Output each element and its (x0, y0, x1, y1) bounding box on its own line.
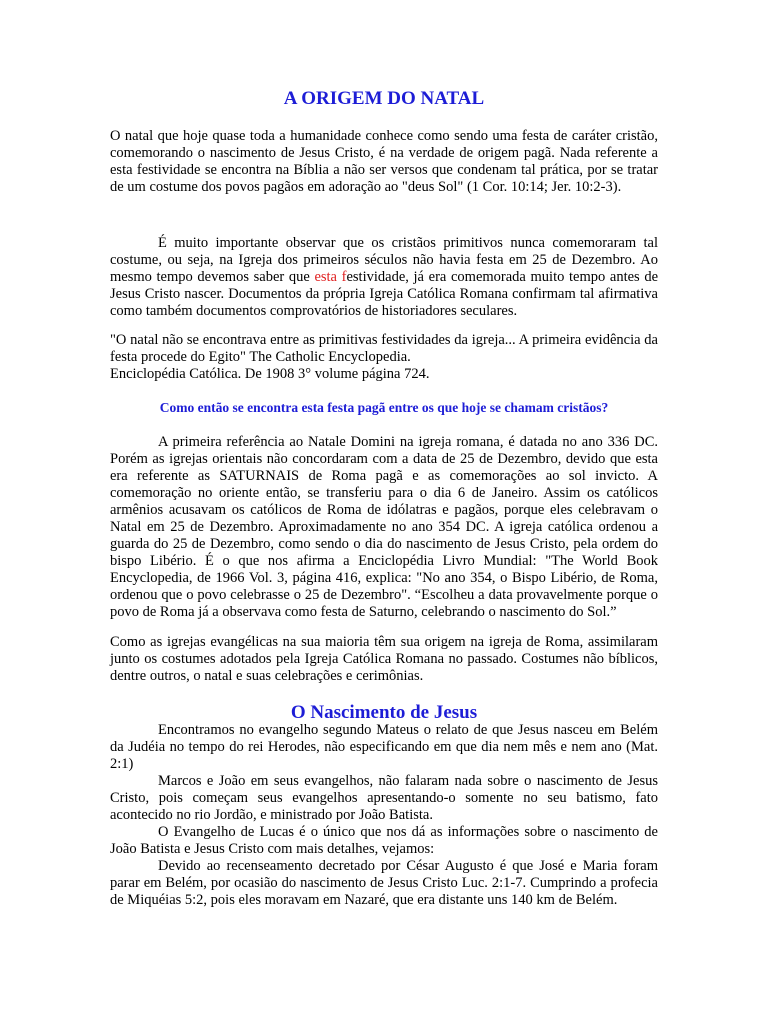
quote-catholic-encyclopedia (110, 332, 658, 383)
paragraph-evangelical-churches: Como as igrejas evangélicas na sua maioria têm sua origem na igreja de Roma, assimilaram junto os costumes adotados pela Igreja Católica Romana no passado. Costumes não bíblicos, dentre outros, o natal e suas celebrações e cerimônias. (110, 634, 658, 684)
paragraph-early-christians-text-2: estividade, já era comemorada muito tempo antes de Jesus Cristo nascer. Documentos da própria Igreja Católica Romana confirmam tal afirmativa como também documentos comprovatórios de historiadores seculares. (110, 269, 659, 319)
paragraph-luke: O Evangelho de Lucas é o único que nos dá as informações sobre o nascimento de João Batista e Jesus Cristo com mais detalhes, vejamos: (110, 824, 658, 857)
paragraph-history: A primeira referência ao Natale Domini na igreja romana, é datada no ano 336 DC. Porém as igrejas orientais não concordaram com a data de 25 de Dezembro, devido que esta era referente as SATURNAIS de Roma pagã e as comemorações ao sol invicto. A comemoração no oriente então, se transferiu para o dia 6 de Janeiro. Assim os católicos armênios acusavam os católicos de Roma de idólatras e pagãos, porque eles celebravam o Natal em 25 de Dezembro. Aproximadamente no ano 354 DC. A igreja católica ordenou a guarda do 25 de Dezembro, como sendo o dia do nascimento de Jesus Cristo, pela ordem do bispo Libério. É o que nos afirma a Enciclopédia Livro Mundial: "The World Book Encyclopedia, de 1966 Vol. 3, página 416, explica: "No ano 354, o Bispo Libério, de Roma, ordenou que o povo celebrasse o 25 de Dezembro". “Escolheu a data provavelmente porque o povo de Roma já a observava como festa de Saturno, celebrando o nascimento do Sol.” (110, 434, 658, 620)
paragraph-intro: O natal que hoje quase toda a humanidade conhece como sendo uma festa de caráter cristão, comemorando o nascimento de Jesus Cristo, é na verdade de origem pagã. Nada referente a esta festividade se encontra na Bíblia a não ser versos que condenam tal prática, por se tratar de um costume dos povos pagãos em adoração ao "deus Sol" (1 Cor. 10:14; Jer. 10:2-3). (110, 128, 658, 195)
paragraph-early-christians-text-1: É muito importante observar que os cristãos primitivos nunca comemoraram tal costume, ou seja, na Igreja dos primeiros séculos não havia festa em 25 de Dezembro. Ao mesmo tempo devemos saber que (110, 235, 658, 285)
quote-text: "O natal não se encontrava entre as primitivas festividades da igreja... A primeira evidência da festa procede do Egito" The Catholic Encyclopedia. (110, 332, 658, 365)
section-question: Como então se encontra esta festa pagã entre os que hoje se chamam cristãos? (159, 400, 609, 415)
paragraph-early-christians (110, 235, 658, 320)
section-subtitle: O Nascimento de Jesus (290, 702, 478, 723)
paragraph-matthew: Encontramos no evangelho segundo Mateus o relato de que Jesus nasceu em Belém da Judéia no tempo do rei Herodes, não especificando em que dia nem mês e nem ano (Mat. 2:1) (110, 722, 658, 772)
document-title: A ORIGEM DO NATAL (283, 88, 485, 109)
paragraph-census: Devido ao recenseamento decretado por César Augusto é que José e Maria foram parar em Belém, por ocasião do nascimento de Jesus Cristo Luc. 2:1-7. Cumprindo a profecia de Miquéias 5:2, pois eles moravam em Nazaré, que era distante uns 140 km de Belém. (110, 858, 658, 908)
paragraph-mark-john: Marcos e João em seus evangelhos, não falaram nada sobre o nascimento de Jesus Cristo, pois começam seus evangelhos apresentando-o somente no seu batismo, fato acontecido no rio Jordão, e ministrado por João Batista. (110, 773, 658, 823)
highlighted-text: esta f (314, 269, 347, 285)
quote-source: Enciclopédia Católica. De 1908 3° volume página 724. (110, 366, 430, 382)
